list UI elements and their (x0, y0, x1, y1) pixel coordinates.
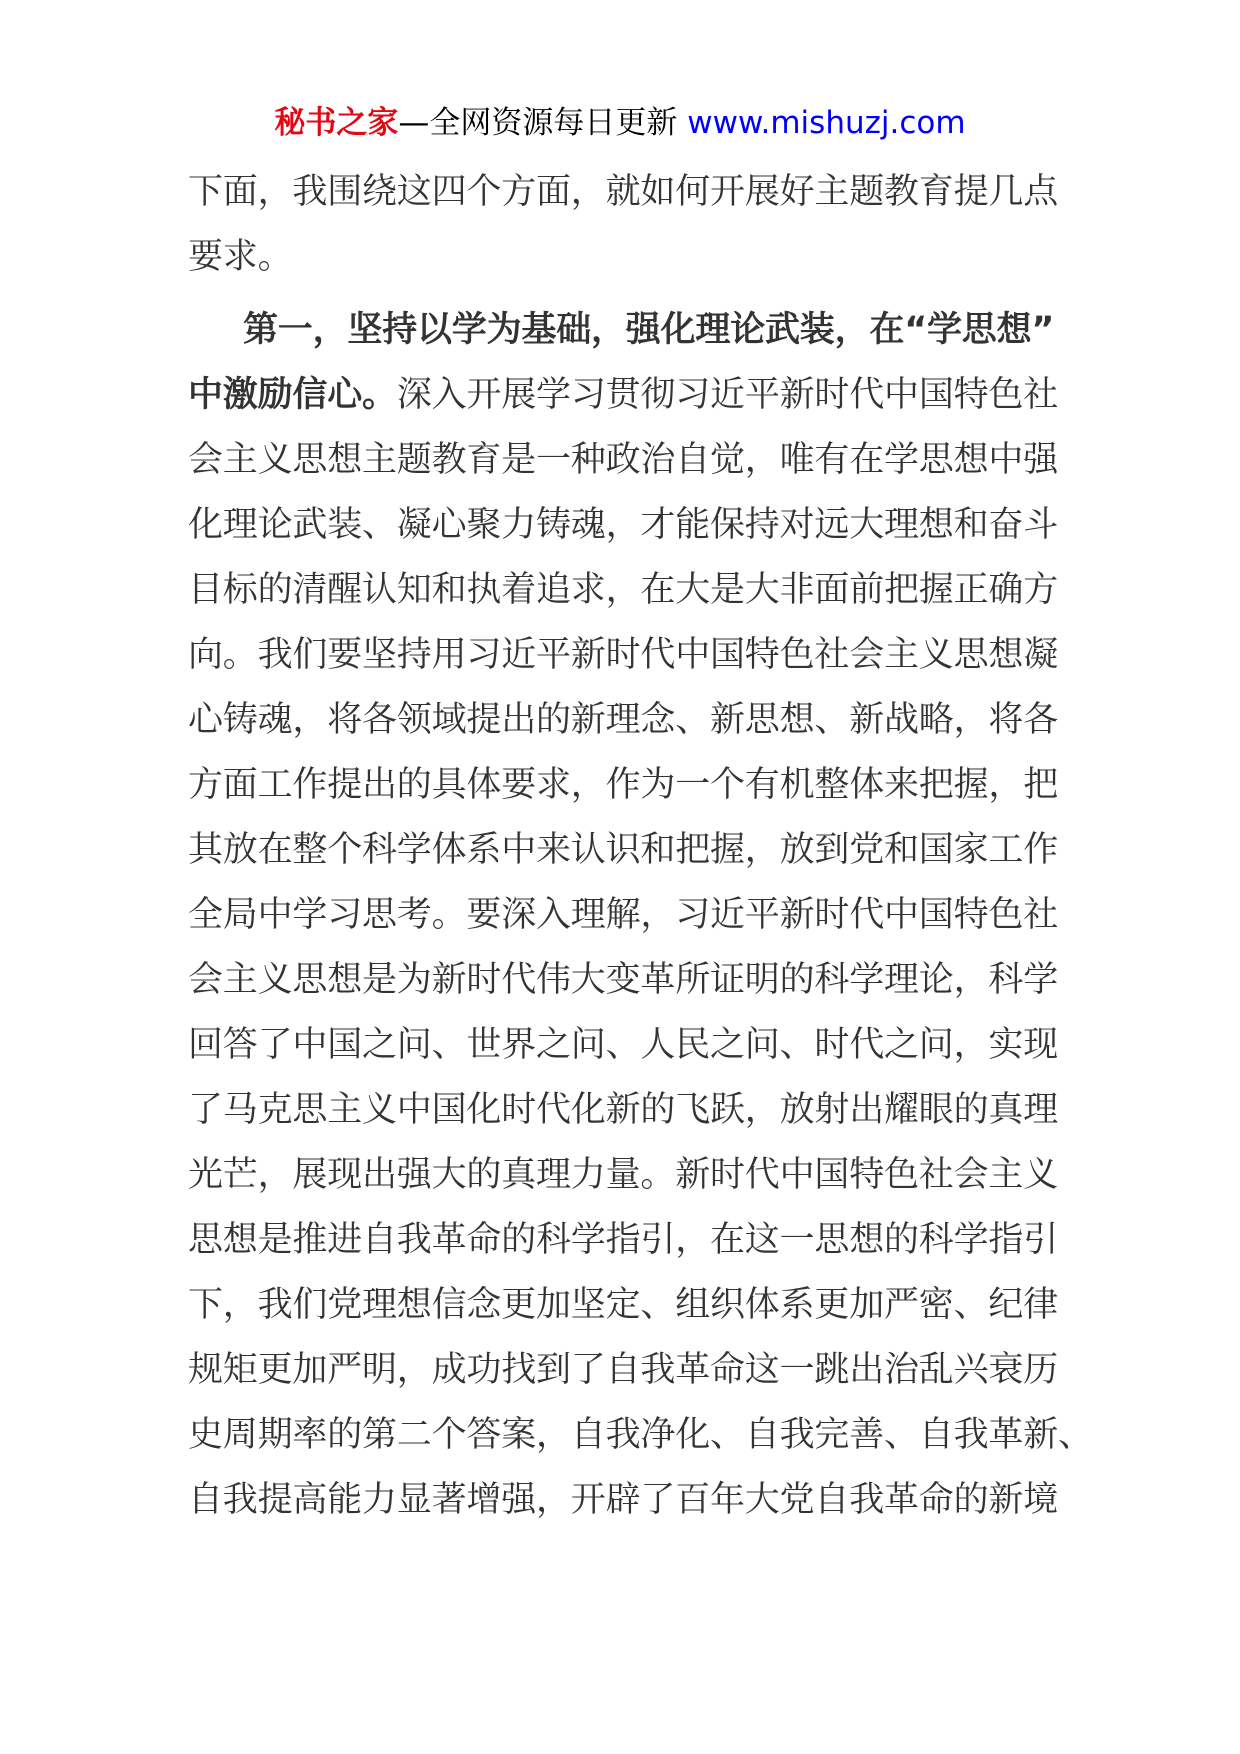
paragraph-line: 回答了中国之问、世界之问、人民之问、时代之问，实现 (188, 1025, 1059, 1065)
paragraph-line: 规矩更加严明，成功找到了自我革命这一跳出治乱兴衰历 (188, 1350, 1059, 1390)
paragraph-line: 向。我们要坚持用习近平新时代中国特色社会主义思想凝 (188, 635, 1059, 675)
paragraph-line: 化理论武装、凝心聚力铸魂，才能保持对远大理想和奋斗 (188, 505, 1059, 545)
section-heading-continuation: 中激励信心。 (188, 375, 397, 415)
paragraph-line: 自我提高能力显著增强，开辟了百年大党自我革命的新境 (188, 1480, 1059, 1520)
header-tagline: —全网资源每日更新 (398, 105, 688, 141)
paragraph-line (188, 363, 1059, 428)
paragraph-line: 史周期率的第二个答案，自我净化、自我完善、自我革新、 (188, 1415, 1093, 1455)
paragraph-line: 心铸魂，将各领域提出的新理念、新思想、新战略，将各 (188, 700, 1059, 740)
paragraph-line: 下，我们党理想信念更加坚定、组织体系更加严密、纪律 (188, 1285, 1059, 1325)
header-brand: 秘书之家 (274, 105, 399, 141)
paragraph-line: 了马克思主义中国化时代化新的飞跃，放射出耀眼的真理 (188, 1090, 1059, 1130)
paragraph-line: 全局中学习思考。要深入理解，习近平新时代中国特色社 (188, 895, 1059, 935)
document-body (188, 160, 1093, 1533)
paragraph-line: 会主义思想主题教育是一种政治自觉，唯有在学思想中强 (188, 440, 1059, 480)
paragraph-line: 光芒，展现出强大的真理力量。新时代中国特色社会主义 (188, 1155, 1059, 1195)
paragraph-text: 深入开展学习贯彻习近平新时代中国特色社 (396, 375, 1059, 415)
header-url-link[interactable]: www.mishuzj.com (687, 105, 966, 141)
intro-line: 下面，我围绕这四个方面，就如何开展好主题教育提几点 (188, 172, 1059, 212)
paragraph-line: 目标的清醒认知和执着追求，在大是大非面前把握正确方 (188, 570, 1059, 610)
paragraph-line: 其放在整个科学体系中来认识和把握，放到党和国家工作 (188, 830, 1059, 870)
paragraph-line: 会主义思想是为新时代伟大变革所证明的科学理论，科学 (188, 960, 1059, 1000)
paragraph-line: 思想是推进自我革命的科学指引，在这一思想的科学指引 (188, 1220, 1059, 1260)
section-heading: 第一，坚持以学为基础，强化理论武装，在“学思想” (243, 310, 1055, 350)
intro-line: 要求。 (188, 237, 293, 277)
page-header (0, 100, 1240, 146)
paragraph-line: 方面工作提出的具体要求，作为一个有机整体来把握，把 (188, 765, 1059, 805)
